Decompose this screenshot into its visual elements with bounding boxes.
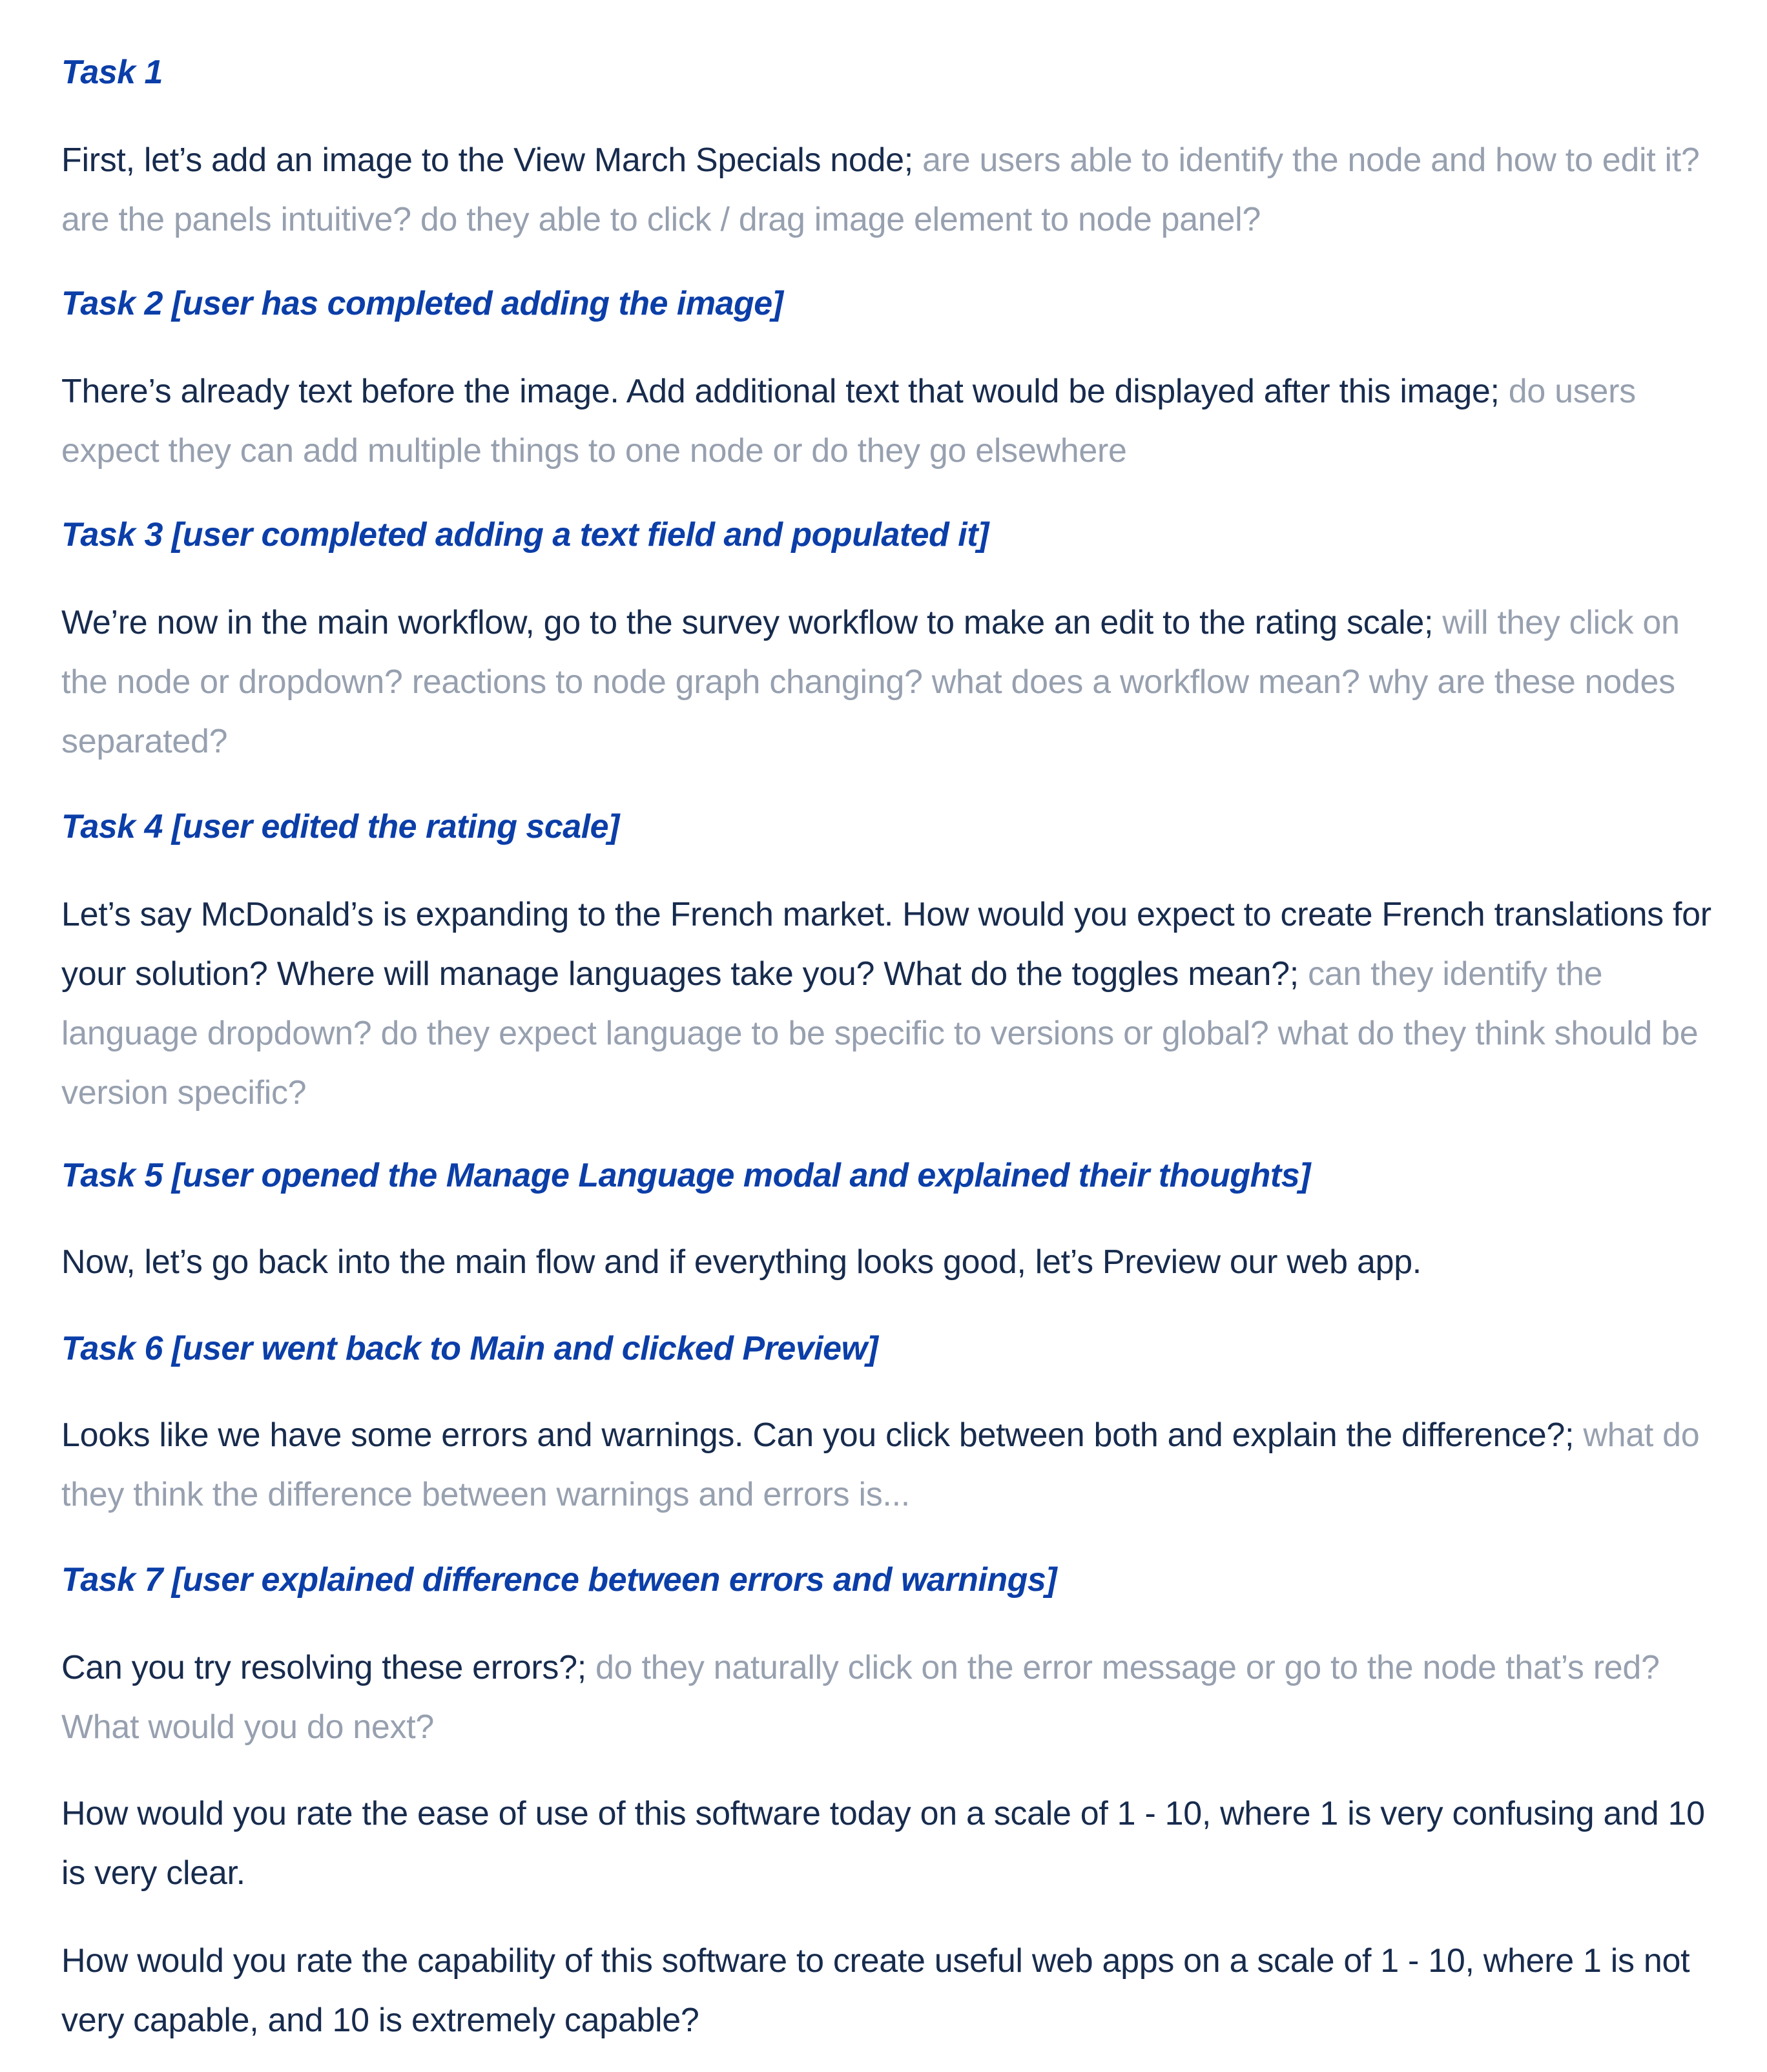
task-1-instruction: First, let’s add an image to the View March Specials node [61,141,904,179]
task-2-heading: Task 2 [user has completed adding the image] [61,285,783,322]
task-4-note: can they identify the language dropdown? do they expect language to be specific to versions or global? what do they think should be version specific? [61,955,1699,1112]
task-5-instruction: Now, let’s go back into the main flow and if everything looks good, let’s Preview our web app. [61,1243,1421,1281]
task-6-heading: Task 6 [user went back to Main and clicked Preview] [61,1330,878,1367]
capability-question: How would you rate the capability of this software to create useful web apps on a scale of 1 - 10, where 1 is not very capable, and 10 is extremely capable? [61,1942,1690,2039]
task-1-body [61,130,1715,249]
task-5-body [61,1232,1715,1292]
task-6-body [61,1405,1715,1524]
task-1-note: are users able to identify the node and how to edit it? are the panels intuitive? do they able to click / drag image element to node panel? [61,141,1700,238]
task-3-note: will they click on the node or dropdown? reactions to node graph changing? what does a workflow mean? why are these nodes separated? [61,604,1680,760]
task-1-heading: Task 1 [61,54,163,91]
task-3-heading: Task 3 [user completed adding a text field and populated it] [61,516,989,554]
task-4-body [61,885,1715,1123]
task-2-body [61,362,1715,481]
task-1-separator: ; [904,141,913,179]
task-2-note: do users expect they can add multiple things to one node or do they go elsewhere [61,373,1636,470]
task-6-note: what do they think the difference between warnings and errors is... [61,1416,1700,1513]
task-3-instruction: We’re now in the main workflow, go to the survey workflow to make an edit to the rating scale; [61,604,1434,641]
task-6-instruction: Looks like we have some errors and warnings. Can you click between both and explain the difference?; [61,1416,1575,1454]
task-4-heading: Task 4 [user edited the rating scale] [61,808,619,845]
task-2-instruction: There’s already text before the image. Add additional text that would be displayed after this image; [61,373,1500,410]
task-7-body [61,1638,1715,1757]
task-3-body [61,593,1715,771]
task-5-heading: Task 5 [user opened the Manage Language modal and explained their thoughts] [61,1157,1310,1194]
ease-of-use-question: How would you rate the ease of use of this software today on a scale of 1 - 10, where 1 is very confusing and 10 is very clear. [61,1795,1705,1892]
task-7-heading: Task 7 [user explained difference between errors and warnings] [61,1561,1057,1599]
task-4-instruction: Let’s say McDonald’s is expanding to the French market. How would you expect to create French translations for your solution? Where will manage languages take you? What do the toggles mean?; [61,896,1711,993]
task-7-instruction: Can you try resolving these errors?; [61,1649,586,1686]
task-7-note: do they naturally click on the error message or go to the node that’s red? What would you do next? [61,1649,1660,1746]
